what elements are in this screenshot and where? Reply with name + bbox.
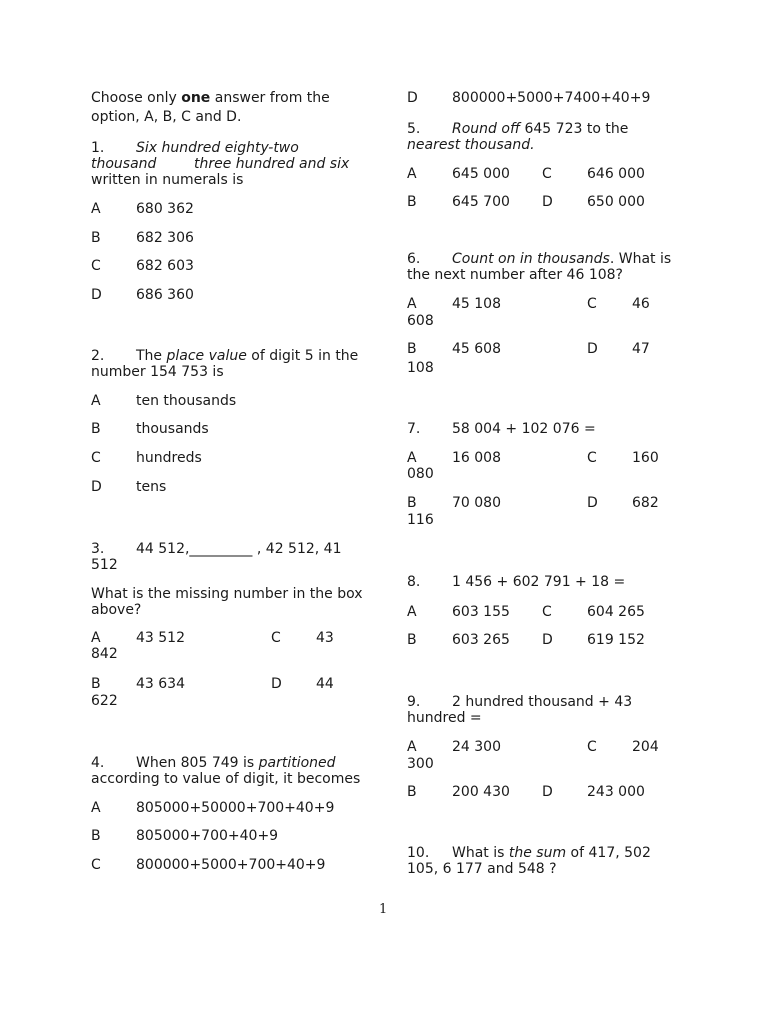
- option-value: 43 512: [136, 630, 185, 646]
- q10-text: of 417, 502: [566, 845, 651, 861]
- page-number: 1: [379, 902, 388, 917]
- option-letter: A: [407, 296, 417, 312]
- q2-text-italic: place value: [166, 348, 247, 364]
- option-letter: A: [407, 450, 417, 466]
- q4-number: 4.: [91, 755, 105, 771]
- option-value: 16 008: [452, 450, 501, 466]
- instructions-line1: [91, 90, 330, 107]
- q6-stem-line1: [407, 251, 671, 268]
- q6-option-c: [587, 296, 650, 313]
- q3-number: 3.: [91, 541, 105, 557]
- q5-stem-line2: [407, 137, 535, 154]
- option-value: 645 700: [452, 194, 510, 210]
- q4-text-italic: partitioned: [258, 755, 336, 771]
- option-letter: C: [587, 739, 597, 755]
- option-value: tens: [136, 479, 167, 495]
- q9-stem-line2: hundred =: [407, 710, 482, 726]
- option-value: 200 430: [452, 784, 510, 800]
- q10-text: What is: [452, 845, 509, 861]
- q3-stem-line2: 512: [91, 557, 118, 573]
- q1-option-d: [91, 287, 194, 304]
- q3-sequence: 44 512,_________ , 42 512, 41: [136, 541, 342, 557]
- q5-option-a: [407, 166, 510, 183]
- q6-option-c-wrap: 608: [407, 313, 434, 329]
- q2-text: The: [136, 348, 167, 364]
- option-value: 682 306: [136, 230, 194, 246]
- option-letter: D: [587, 341, 598, 357]
- q6-stem-line2: the next number after 46 108?: [407, 267, 623, 283]
- option-value: 603 265: [452, 632, 510, 648]
- option-value: 24 300: [452, 739, 501, 755]
- q4-stem-line1: [91, 755, 336, 772]
- option-value: 243 000: [587, 784, 645, 800]
- option-value: 646 000: [587, 166, 645, 182]
- q8-text: 1 456 + 602 791 + 18 =: [452, 574, 626, 590]
- q3-option-d: [271, 676, 334, 693]
- q8-option-c: [542, 604, 645, 621]
- q9-stem-line1: [407, 694, 632, 711]
- q9-option-d: [542, 784, 645, 801]
- option-letter: C: [91, 857, 101, 873]
- option-letter: B: [91, 421, 101, 437]
- q3-option-d-wrap: 622: [91, 693, 118, 709]
- q8-stem: [407, 574, 625, 591]
- q5-stem-line1: [407, 121, 628, 138]
- q10-text-italic: the sum: [508, 845, 567, 861]
- option-letter: A: [91, 201, 101, 217]
- q6-option-d: [587, 341, 650, 358]
- q6-option-a: [407, 296, 501, 313]
- q7-option-b: [407, 495, 501, 512]
- q4-option-b: [91, 828, 278, 845]
- option-value: 160: [632, 450, 659, 466]
- option-value: 800000+5000+700+40+9: [136, 857, 326, 873]
- instructions-line2: option, A, B, C and D.: [91, 109, 242, 125]
- option-letter: D: [407, 90, 418, 106]
- q3-option-b: [91, 676, 185, 693]
- q2-option-d: [91, 479, 166, 496]
- q7-text: 58 004 + 102 076 =: [452, 421, 596, 437]
- option-letter: D: [542, 632, 553, 648]
- option-letter: C: [542, 166, 552, 182]
- q3-question-line2: above?: [91, 602, 142, 618]
- option-letter: A: [91, 393, 101, 409]
- q7-option-d: [587, 495, 659, 512]
- q8-option-b: [407, 632, 510, 649]
- option-letter: D: [271, 676, 282, 692]
- q2-option-b: [91, 421, 209, 438]
- option-value: 45 608: [452, 341, 501, 357]
- q1-option-b: [91, 230, 194, 247]
- option-letter: B: [407, 632, 417, 648]
- q1-stem-line3: written in numerals is: [91, 172, 244, 188]
- q9-option-b: [407, 784, 510, 801]
- q2-option-c: [91, 450, 202, 467]
- q8-option-a: [407, 604, 510, 621]
- option-value: 45 108: [452, 296, 501, 312]
- option-letter: D: [587, 495, 598, 511]
- option-letter: B: [91, 676, 101, 692]
- instructions-text: answer from the: [210, 90, 330, 106]
- q7-option-c-wrap: 080: [407, 466, 434, 482]
- option-value: 619 152: [587, 632, 645, 648]
- q2-stem-line1: [91, 348, 358, 365]
- q10-stem-line1: [407, 845, 651, 862]
- q8-option-d: [542, 632, 645, 649]
- q9-number: 9.: [407, 694, 421, 710]
- option-value: 645 000: [452, 166, 510, 182]
- option-letter: C: [271, 630, 281, 646]
- option-value: 70 080: [452, 495, 501, 511]
- q5-text-italic: Round off: [452, 121, 521, 137]
- q7-option-c: [587, 450, 659, 467]
- q1-number: 1.: [91, 140, 105, 156]
- option-letter: D: [542, 784, 553, 800]
- option-value: 43: [316, 630, 334, 646]
- q1-stem-line1: [91, 140, 299, 157]
- option-letter: B: [407, 194, 417, 210]
- option-value: 603 155: [452, 604, 510, 620]
- option-value: 44: [316, 676, 334, 692]
- q3-option-a: [91, 630, 185, 647]
- q8-number: 8.: [407, 574, 421, 590]
- option-letter: A: [91, 630, 101, 646]
- q1-text: three hundred and six: [194, 156, 350, 172]
- q2-option-a: [91, 393, 236, 410]
- q1-stem-line2b: [194, 156, 349, 173]
- q1-stem-line2: [91, 156, 156, 173]
- option-value: hundreds: [136, 450, 202, 466]
- q4-stem-line2: according to value of digit, it becomes: [91, 771, 361, 787]
- q6-option-b: [407, 341, 501, 358]
- q5-number: 5.: [407, 121, 421, 137]
- q3-question-line1: What is the missing number in the box: [91, 586, 363, 602]
- q9-option-c: [587, 739, 659, 756]
- option-value: 805000+700+40+9: [136, 828, 279, 844]
- q4-text: When 805 749 is: [136, 755, 259, 771]
- q1-option-c: [91, 258, 194, 275]
- q6-text: . What is: [609, 251, 672, 267]
- option-value: 682: [632, 495, 659, 511]
- q2-stem-line2: number 154 753 is: [91, 364, 224, 380]
- option-letter: A: [407, 166, 417, 182]
- q7-option-d-wrap: 116: [407, 512, 434, 528]
- option-letter: D: [542, 194, 553, 210]
- q10-number: 10.: [407, 845, 430, 861]
- option-letter: C: [587, 450, 597, 466]
- q2-number: 2.: [91, 348, 105, 364]
- q5-text-italic: nearest thousand.: [407, 137, 535, 153]
- option-letter: B: [407, 784, 417, 800]
- instructions-bold: one: [181, 90, 211, 106]
- option-letter: A: [407, 739, 417, 755]
- option-letter: D: [91, 479, 102, 495]
- option-value: 604 265: [587, 604, 645, 620]
- q5-text: 645 723 to the: [520, 121, 629, 137]
- option-letter: C: [91, 258, 101, 274]
- q9-option-c-wrap: 300: [407, 756, 434, 772]
- q5-option-b: [407, 194, 510, 211]
- option-value: thousands: [136, 421, 209, 437]
- option-value: ten thousands: [136, 393, 237, 409]
- q4-option-d: [407, 90, 650, 107]
- q10-stem-line2: 105, 6 177 and 548 ?: [407, 861, 557, 877]
- option-letter: A: [407, 604, 417, 620]
- option-letter: B: [91, 828, 101, 844]
- q3-option-c-wrap: 842: [91, 646, 118, 662]
- q5-option-d: [542, 194, 645, 211]
- option-letter: C: [91, 450, 101, 466]
- q5-option-c: [542, 166, 645, 183]
- option-value: 800000+5000+7400+40+9: [452, 90, 651, 106]
- q2-text: of digit 5 in the: [246, 348, 359, 364]
- q7-stem: [407, 421, 596, 438]
- q6-text-italic: Count on in thousands: [452, 251, 610, 267]
- option-letter: C: [587, 296, 597, 312]
- option-value: 682 603: [136, 258, 194, 274]
- option-value: 204: [632, 739, 659, 755]
- q1-text: thousand: [91, 156, 157, 172]
- q3-stem-line1: [91, 541, 342, 558]
- instructions-text: Choose only: [91, 90, 182, 106]
- option-letter: C: [542, 604, 552, 620]
- q9-text: 2 hundred thousand + 43: [452, 694, 633, 710]
- q9-option-a: [407, 739, 501, 756]
- q7-number: 7.: [407, 421, 421, 437]
- option-letter: B: [407, 341, 417, 357]
- q7-option-a: [407, 450, 501, 467]
- q3-option-c: [271, 630, 334, 647]
- q6-option-d-wrap: 108: [407, 360, 434, 376]
- option-value: 46: [632, 296, 650, 312]
- option-letter: B: [91, 230, 101, 246]
- option-value: 686 360: [136, 287, 194, 303]
- option-value: 43 634: [136, 676, 185, 692]
- q1-text: Six hundred eighty-two: [136, 140, 299, 156]
- option-letter: B: [407, 495, 417, 511]
- q6-number: 6.: [407, 251, 421, 267]
- option-value: 680 362: [136, 201, 194, 217]
- option-value: 47: [632, 341, 650, 357]
- option-letter: A: [91, 800, 101, 816]
- q4-option-a: [91, 800, 334, 817]
- q1-option-a: [91, 201, 194, 218]
- option-letter: D: [91, 287, 102, 303]
- option-value: 805000+50000+700+40+9: [136, 800, 335, 816]
- option-value: 650 000: [587, 194, 645, 210]
- q4-option-c: [91, 857, 325, 874]
